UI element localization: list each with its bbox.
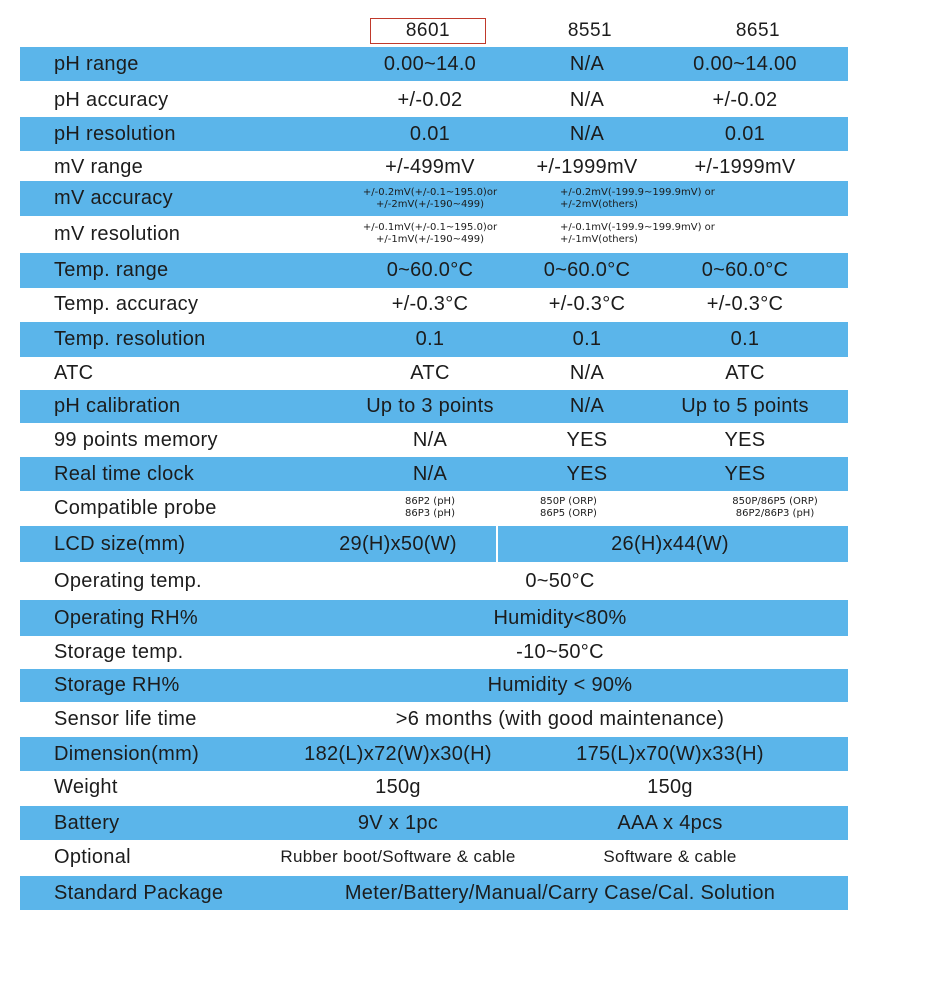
value-8601 xyxy=(330,217,530,251)
table-row xyxy=(20,526,848,562)
value-8601: 0.1 xyxy=(415,328,445,350)
table-row xyxy=(20,669,848,702)
value-8601: +/-0.3°C xyxy=(391,292,469,315)
value-8551: 0.1 xyxy=(572,328,602,350)
value-8651: +/-1999mV xyxy=(694,155,796,178)
value-8551-8651 xyxy=(560,181,820,216)
value-8551: N/A xyxy=(569,88,605,111)
value-8651-line: 86P2/86P3 (pH) xyxy=(735,508,815,519)
value-8601 xyxy=(380,491,480,525)
table-row xyxy=(20,771,848,804)
value-8551-line: 850P (ORP) xyxy=(540,496,597,507)
value-8551-line: 86P5 (ORP) xyxy=(540,508,597,519)
value-8601-line: 86P2 (pH) xyxy=(405,496,455,507)
row-label: ATC xyxy=(54,361,94,384)
row-label: Storage temp. xyxy=(54,640,184,663)
row-label: Standard Package xyxy=(54,881,224,904)
table-row xyxy=(20,85,848,115)
table-row xyxy=(20,876,848,910)
table-row xyxy=(20,152,848,182)
value-8551: N/A xyxy=(569,361,605,384)
value-8601: Rubber boot/Software & cable xyxy=(280,847,516,866)
value-8551: +/-1999mV xyxy=(536,155,638,178)
value-8651: 0.01 xyxy=(724,122,766,145)
value-8551-8651-line: +/-0.1mV(-199.9~199.9mV) or xyxy=(560,222,715,233)
value-all: 0~50°C xyxy=(525,570,595,592)
row-label: Weight xyxy=(54,776,118,798)
value-8601-line: +/-1mV(+/-190~499) xyxy=(375,234,484,245)
value-8651: +/-0.02 xyxy=(712,88,778,111)
value-8651: 0~60.0°C xyxy=(701,259,789,281)
value-8551: N/A xyxy=(569,395,605,417)
row-label: 99 points memory xyxy=(54,428,218,451)
value-8551-8651: 175(L)x70(W)x33(H) xyxy=(576,742,764,765)
value-8551-8651-line: +/-1mV(others) xyxy=(560,234,638,245)
value-8551-8651-line: +/-2mV(others) xyxy=(560,198,638,210)
value-8601: +/-499mV xyxy=(385,155,475,178)
value-8601: +/-0.02 xyxy=(397,88,463,111)
row-label: Operating temp. xyxy=(54,570,202,592)
value-8551-8651-line: +/-0.2mV(-199.9~199.9mV) or xyxy=(560,186,715,198)
value-8601-line: +/-0.2mV(+/-0.1~195.0)or xyxy=(362,186,498,198)
value-8601: 29(H)x50(W) xyxy=(339,532,457,555)
value-8601: N/A xyxy=(412,428,448,451)
table-row xyxy=(20,840,848,874)
table-row xyxy=(20,322,848,357)
value-8601: N/A xyxy=(412,462,448,485)
value-8601: Up to 3 points xyxy=(366,395,494,417)
value-8551 xyxy=(540,491,640,525)
row-label: LCD size(mm) xyxy=(54,532,186,555)
value-8651-line: 850P/86P5 (ORP) xyxy=(732,496,818,507)
value-8551-8651: AAA x 4pcs xyxy=(617,811,723,834)
row-label: pH range xyxy=(54,52,139,75)
value-all: >6 months (with good maintenance) xyxy=(395,707,725,730)
row-label: Dimension(mm) xyxy=(54,742,200,765)
row-label: pH resolution xyxy=(54,122,176,145)
row-label: Temp. resolution xyxy=(54,328,206,350)
value-8601: 0.01 xyxy=(409,122,451,145)
row-label: Sensor life time xyxy=(54,707,197,730)
value-8601: 0.00~14.0 xyxy=(383,52,477,75)
value-8651: YES xyxy=(724,428,766,451)
value-8551: YES xyxy=(566,462,608,485)
value-8551-8651 xyxy=(560,217,820,251)
value-8651: YES xyxy=(724,462,766,485)
value-all: Humidity < 90% xyxy=(487,674,633,696)
table-row xyxy=(20,47,848,81)
value-8551-8651: 150g xyxy=(647,776,693,798)
value-8601-line: +/-0.1mV(+/-0.1~195.0)or xyxy=(362,222,498,233)
value-8601: 182(L)x72(W)x30(H) xyxy=(304,742,492,765)
row-label: pH accuracy xyxy=(54,88,169,111)
table-row xyxy=(20,358,848,388)
value-8551: N/A xyxy=(569,52,605,75)
row-label: mV resolution xyxy=(54,222,181,245)
value-8651 xyxy=(700,491,850,525)
table-row xyxy=(20,457,848,491)
value-8651: +/-0.3°C xyxy=(706,292,784,315)
row-label: Operating RH% xyxy=(54,606,198,629)
table-row xyxy=(20,491,848,525)
value-8601-line: 86P3 (pH) xyxy=(405,508,455,519)
value-8651: ATC xyxy=(725,361,765,384)
value-8551: +/-0.3°C xyxy=(548,292,626,315)
column-header-8601[interactable]: 8601 xyxy=(370,18,486,44)
table-row xyxy=(20,390,848,423)
value-all: Humidity<80% xyxy=(493,606,627,629)
column-header-8551: 8551 xyxy=(567,20,613,41)
table-row xyxy=(20,117,848,151)
value-all: Meter/Battery/Manual/Carry Case/Cal. Solution xyxy=(344,881,776,904)
value-8651: 0.1 xyxy=(730,328,760,350)
table-row xyxy=(20,737,848,771)
row-label: Battery xyxy=(54,811,120,834)
value-8551-8651: Software & cable xyxy=(603,847,737,866)
table-row xyxy=(20,253,848,288)
value-8601: 0~60.0°C xyxy=(386,259,474,281)
value-8551: 0~60.0°C xyxy=(543,259,631,281)
column-header-8651: 8651 xyxy=(735,20,781,41)
value-8601 xyxy=(330,181,530,216)
row-label: mV range xyxy=(54,155,144,178)
row-label: Temp. accuracy xyxy=(54,292,199,315)
table-row xyxy=(20,288,848,320)
value-8601: 9V x 1pc xyxy=(357,811,439,834)
value-8601: 150g xyxy=(375,776,421,798)
value-8651: 0.00~14.00 xyxy=(693,52,797,75)
row-label: Storage RH% xyxy=(54,674,180,696)
value-8551: N/A xyxy=(569,122,605,145)
table-row xyxy=(20,806,848,840)
row-label: mV accuracy xyxy=(54,187,173,209)
value-8601: ATC xyxy=(410,361,450,384)
row-label: Optional xyxy=(54,845,131,868)
value-all: -10~50°C xyxy=(516,640,604,663)
table-row xyxy=(20,565,848,598)
value-8551: YES xyxy=(566,428,608,451)
value-8551-8651: 26(H)x44(W) xyxy=(611,532,729,555)
value-8601-line: +/-2mV(+/-190~499) xyxy=(375,198,484,210)
row-label: pH calibration xyxy=(54,395,181,417)
row-label: Temp. range xyxy=(54,259,169,281)
column-divider xyxy=(496,526,498,562)
table-row xyxy=(20,703,848,735)
table-row xyxy=(20,600,848,636)
row-label: Real time clock xyxy=(54,462,195,485)
table-row xyxy=(20,637,848,667)
value-8651: Up to 5 points xyxy=(681,395,809,417)
table-row xyxy=(20,217,848,251)
row-label: Compatible probe xyxy=(54,496,217,519)
table-row xyxy=(20,181,848,216)
table-row xyxy=(20,425,848,455)
